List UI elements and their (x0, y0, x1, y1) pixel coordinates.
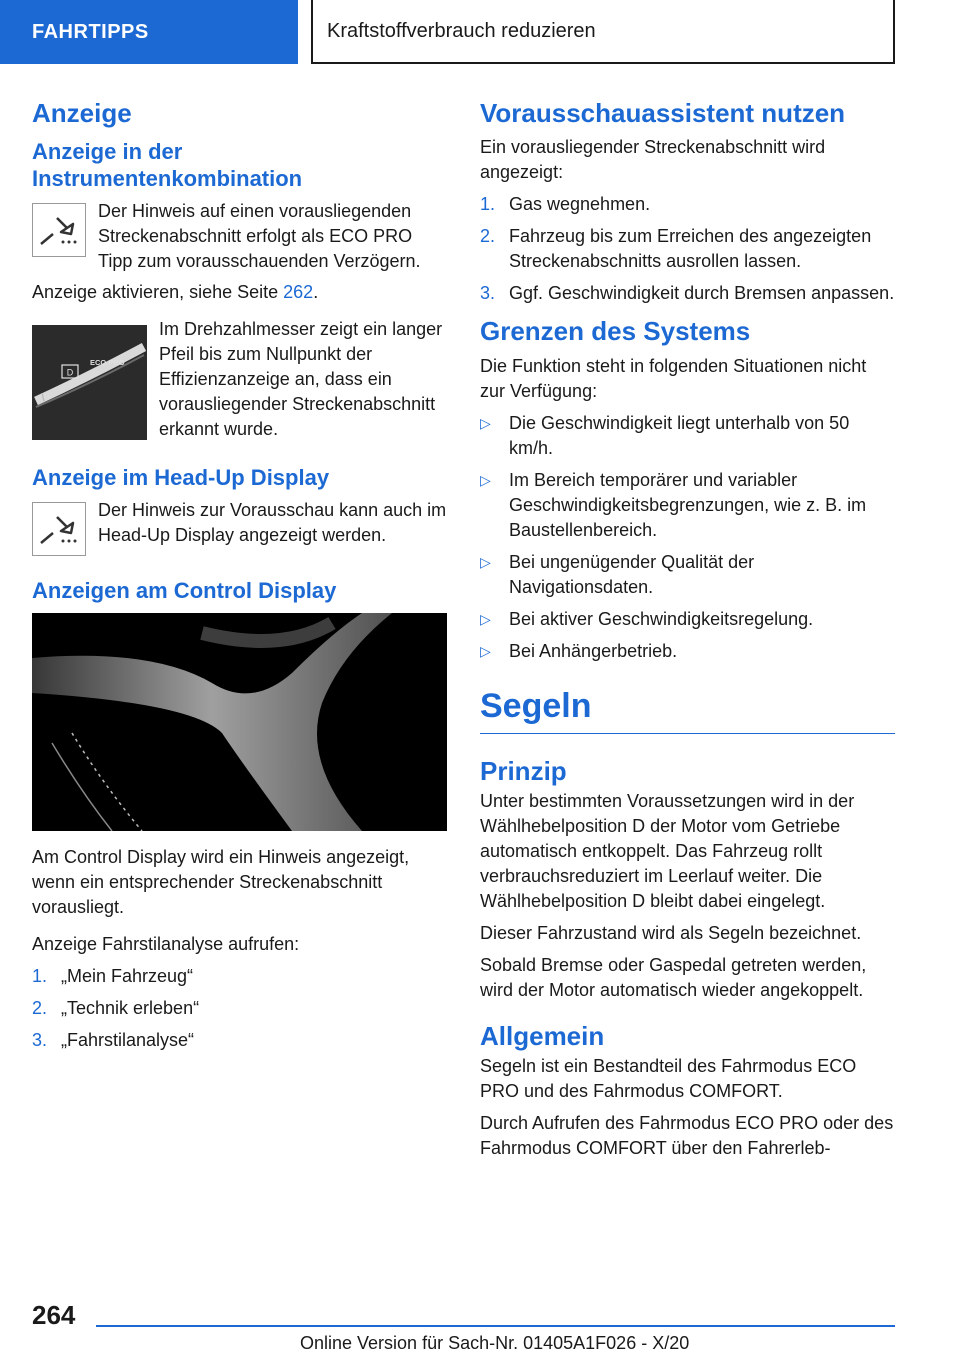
grenzen-intro-text: Die Funktion steht in folgenden Situationen nicht zur Verfügung: (480, 355, 867, 401)
hud-hint-text: Der Hinweis zur Vorausschau kann auch im Head-Up Display angezeigt werden. (98, 499, 447, 545)
bullet-triangle-icon: ▷ (480, 471, 491, 488)
allgemein-text-1: Segeln ist ein Bestandteil des Fahrmodus ECO PRO und des Fahrmodus COMFORT. (480, 1056, 857, 1102)
bullet-triangle-icon: ▷ (480, 642, 491, 659)
control-display-text: Am Control Display wird ein Hinweis angezeigt, wenn ein entsprechender Streckenabschnitt vorausliegt. (32, 846, 410, 917)
heading-instrumentenkombination: Anzeige in der Instrumentenkombination (32, 139, 303, 192)
allgemein-text-2: Durch Aufrufen des Fahrmodus ECO PRO oder des Fahrmodus COMFORT über den Fahrerleb- (480, 1113, 894, 1159)
left-column (32, 98, 447, 1063)
heading-segeln: Segeln (480, 686, 895, 734)
heading-anzeige: Anzeige (32, 98, 132, 128)
tachometer-text: Im Drehzahlmesser zeigt ein langer Pfeil bis zum Nullpunkt der Effizienzanzeige an, dass ein vorausliegender Streckenabschnitt erkannt wurde. (159, 318, 443, 439)
footer-divider (96, 1325, 895, 1327)
prinzip-text-2: Dieser Fahrzustand wird als Segeln bezeichnet. (480, 922, 862, 943)
heading-allgemein: Allgemein (480, 1020, 605, 1051)
gauge-gear-label: D (66, 367, 74, 378)
footer-version-text: Online Version für Sach-Nr. 01405A1F026 - X/20 (300, 1333, 690, 1353)
tachometer-row (32, 317, 447, 449)
list-item: ▷ Die Geschwindigkeit liegt unterhalb von 50 km/h. (480, 411, 895, 461)
heading-vorausschauassistent: Vorausschauassistent nutzen (480, 98, 846, 128)
instrument-hint-text: Der Hinweis auf einen vorausliegenden Streckenabschnitt erfolgt als ECO PRO Tipp zum vorausschauenden Verzögern. (98, 200, 421, 271)
list-item: 2. „Technik erleben“ (32, 997, 200, 1018)
list-item: ▷ Bei ungenügender Qualität der Navigationsdaten. (480, 550, 895, 600)
driving-style-text: Anzeige Fahrstilanalyse aufrufen: (32, 933, 300, 954)
list-item: 1. „Mein Fahrzeug“ (32, 965, 194, 986)
grenzen-list (480, 411, 895, 664)
list-item: 3. „Fahrstilanalyse“ (32, 1029, 195, 1050)
list-item: ▷ Im Bereich temporärer und variabler Geschwindigkeitsbegrenzungen, wie z. B. im Baustellenbereich. (480, 468, 895, 543)
section-tab: FAHRTIPPS (0, 0, 298, 64)
assist-steps (480, 192, 895, 306)
gauge-eco-label: ECO PRO (90, 357, 125, 367)
list-item: 1. Gas wegnehmen. (480, 194, 651, 215)
right-column (480, 98, 895, 1168)
instrument-hint-row (32, 199, 447, 274)
driving-style-steps (32, 964, 447, 1053)
activate-display-text: Anzeige aktivieren, siehe Seite 262. (32, 281, 319, 302)
list-item: 3. Ggf. Geschwindigkeit durch Bremsen anpassen. (480, 283, 895, 304)
prinzip-text-3: Sobald Bremse oder Gaspedal getreten werden, wird der Motor automatisch wieder angekoppelt. (480, 954, 867, 1000)
heading-control-display: Anzeigen am Control Display (32, 577, 337, 603)
bullet-triangle-icon: ▷ (480, 414, 491, 431)
list-item: 2. Fahrzeug bis zum Erreichen des angezeigten Streckenabschnitts ausrollen lassen. (480, 226, 872, 272)
bullet-triangle-icon: ▷ (480, 610, 491, 627)
bullet-triangle-icon: ▷ (480, 553, 491, 570)
eco-pro-tip-icon (32, 203, 86, 257)
heading-head-up-display: Anzeige im Head-Up Display (32, 464, 330, 490)
list-item: ▷ Bei Anhängerbetrieb. (480, 639, 895, 664)
eco-pro-tip-icon (32, 502, 86, 556)
tachometer-image (32, 325, 147, 440)
heading-grenzen: Grenzen des Systems (480, 316, 751, 347)
heading-prinzip: Prinzip (480, 755, 567, 786)
prinzip-text-1: Unter bestimmten Voraussetzungen wird in der Wählhebelposition D der Motor vom Getriebe automatisch entkoppelt. Das Fahrzeug rollt verbrauchsreduziert im Leerlauf weiter. Die Wählhebelposition D bleibt dabei eingelegt. (480, 790, 855, 911)
page-link[interactable]: 262 (283, 281, 314, 302)
chapter-title: Kraftstoffverbrauch reduzieren (311, 0, 895, 64)
assist-intro-text: Ein vorausliegender Streckenabschnitt wird angezeigt: (480, 137, 826, 183)
hud-hint-row (32, 498, 447, 556)
page-number: 264 (32, 1300, 76, 1330)
road-preview-image (32, 613, 447, 831)
list-item: ▷ Bei aktiver Geschwindigkeitsregelung. (480, 607, 895, 632)
